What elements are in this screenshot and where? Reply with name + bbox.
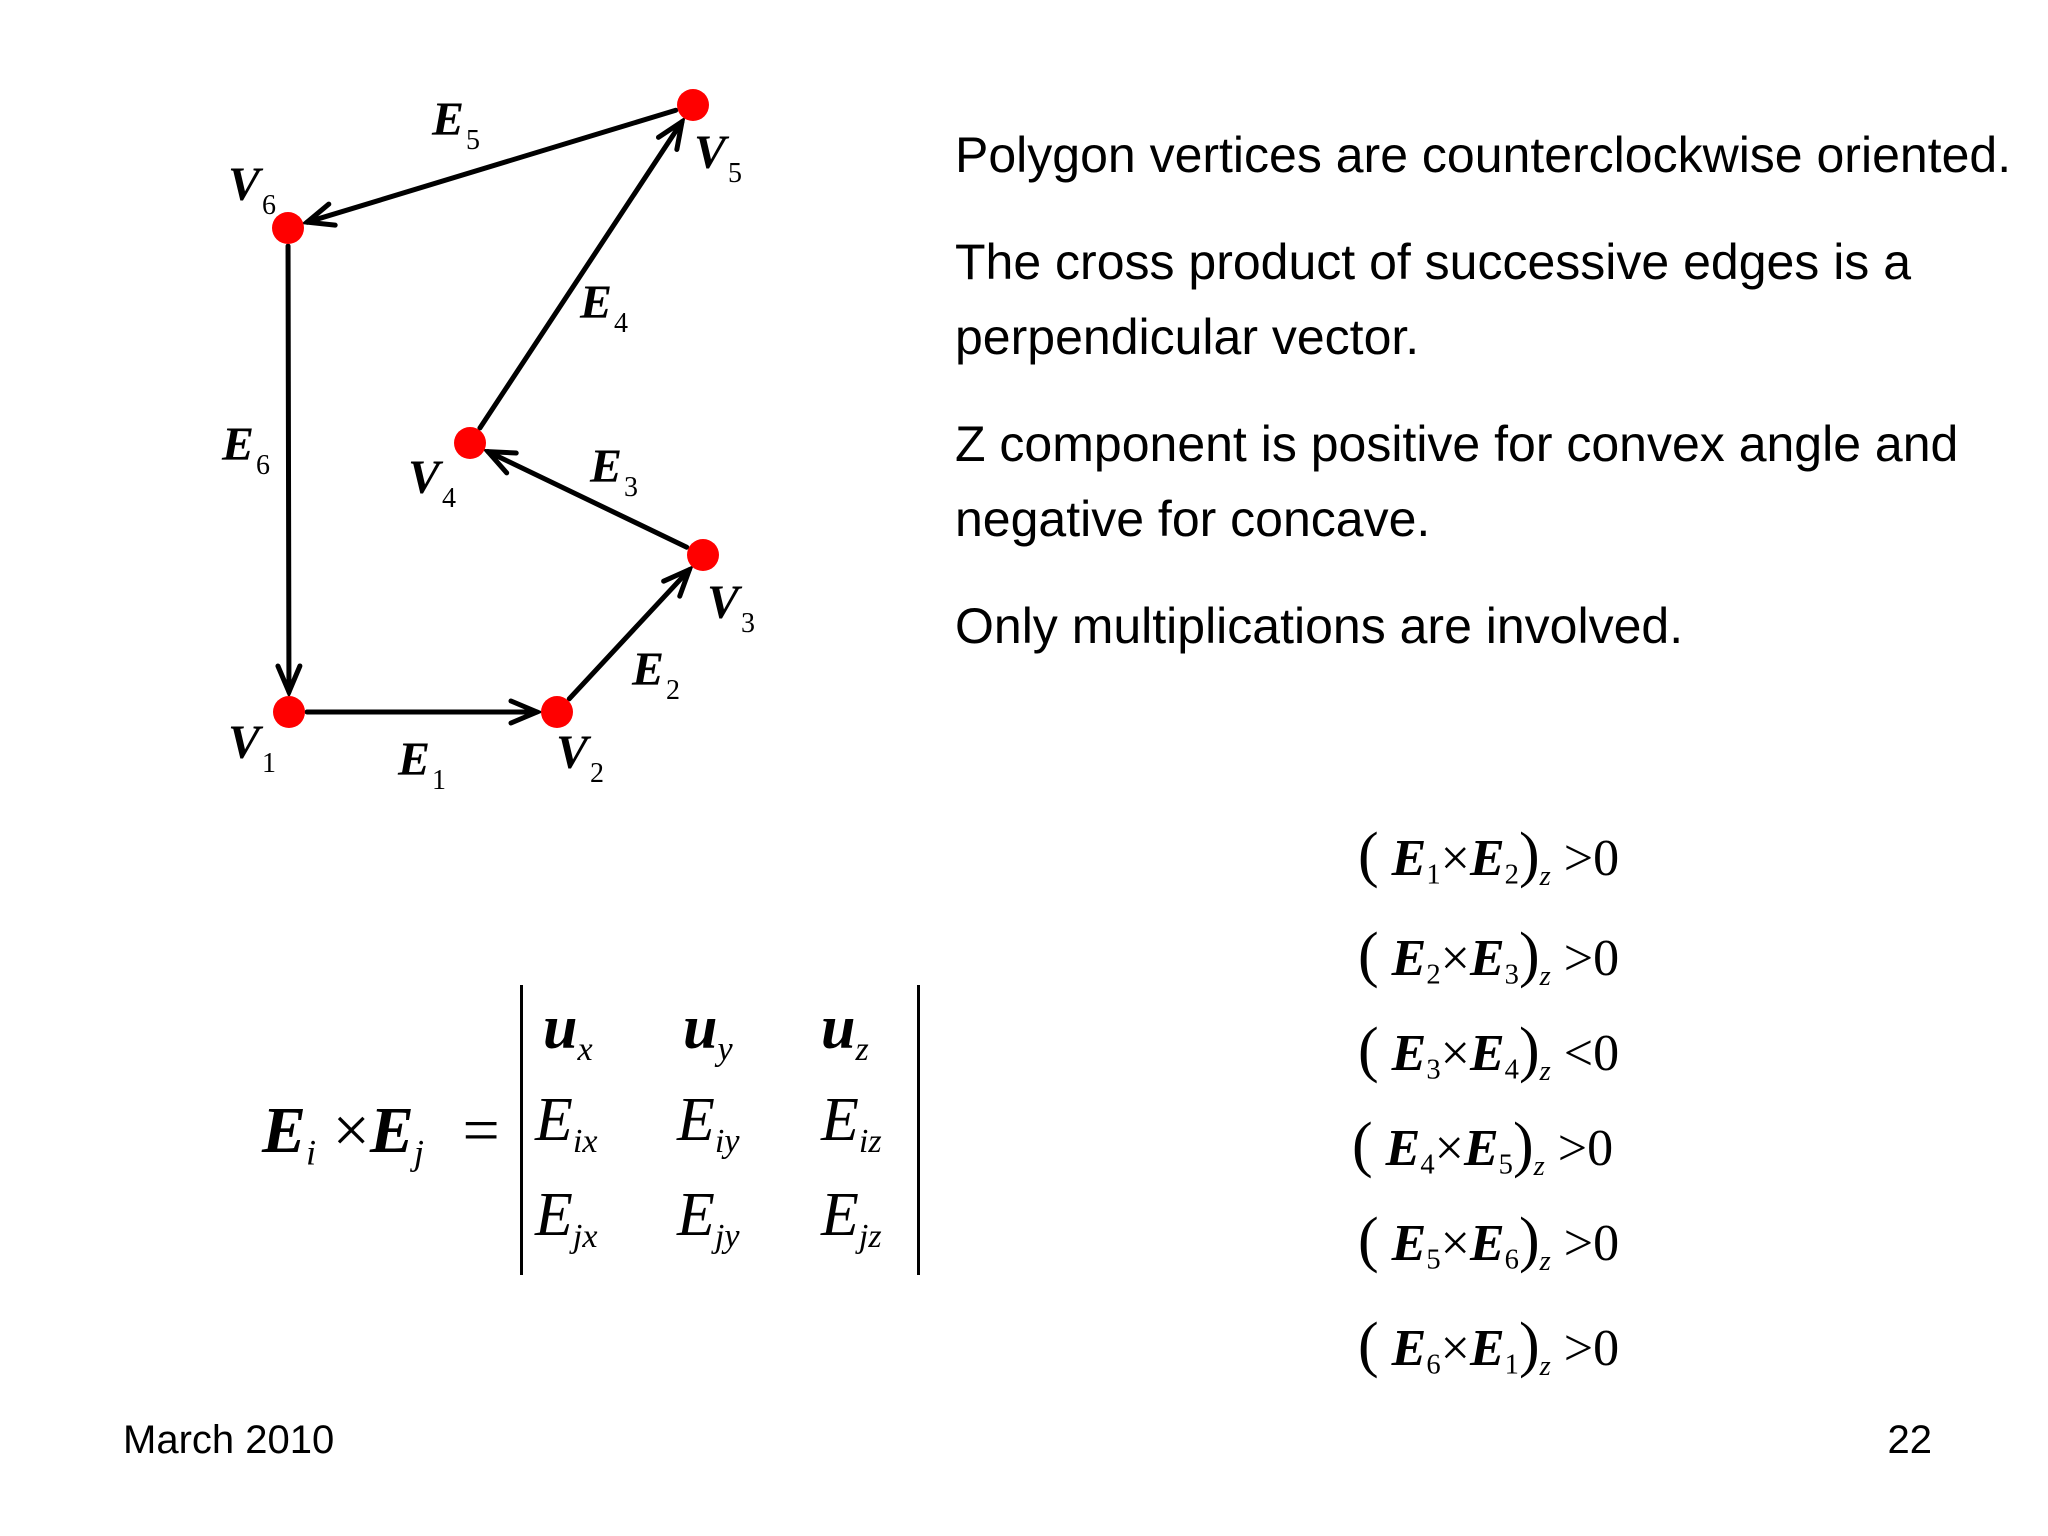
label-v3: $V_3$ — [707, 576, 756, 639]
cell-uz: $u_z$ — [821, 994, 869, 1068]
label-e1: $E_1$ — [398, 733, 447, 796]
cell-ejx: $E_{jx}$ — [535, 1181, 598, 1255]
bullet-cross-product: The cross product of successive edges is a perpendicular vector. — [955, 234, 1912, 365]
times-sign: × — [332, 1094, 370, 1167]
lhs-edge-i: E — [262, 1094, 307, 1167]
cross-product-formula — [262, 985, 942, 1285]
label-v4: $V_4$ — [408, 451, 457, 514]
cell-eiz: $E_{iz}$ — [821, 1086, 882, 1160]
lhs-sub-j: j — [413, 1132, 424, 1173]
lhs-sub-i: i — [306, 1132, 317, 1173]
cell-eiy: $E_{iy}$ — [677, 1086, 740, 1160]
inequality-e5-e6: ( $E5\times E6)_z >0$ — [1358, 1206, 1620, 1277]
lhs-edge-j: E — [369, 1094, 414, 1167]
vertex-v6 — [272, 212, 304, 244]
edge-e6 — [278, 246, 300, 692]
cell-ejy: $E_{jy}$ — [677, 1181, 740, 1255]
bullet-z-component: Z component is positive for convex angle and negative for concave. — [955, 416, 1959, 547]
formula-lhs — [262, 1093, 500, 1174]
label-v6: $V_6$ — [228, 158, 277, 221]
cell-ejz: $E_{jz}$ — [821, 1181, 882, 1255]
edge-e5 — [307, 110, 676, 225]
inequality-e6-e1: ( $E6\times E1)_z >0$ — [1358, 1311, 1620, 1382]
inequality-e4-e5: ( $E4\times E5)_z >0$ — [1352, 1111, 1614, 1182]
bullet-orientation: Polygon vertices are counterclockwise oriented. — [955, 127, 2012, 183]
inequality-e3-e4: ( $E3\times E4)_z <0$ — [1358, 1016, 1620, 1087]
label-e2: $E_2$ — [632, 643, 681, 706]
edge-e1 — [307, 701, 537, 723]
equals-sign: = — [462, 1094, 500, 1167]
page-number: 22 — [1887, 1418, 1932, 1462]
bullet-list — [955, 118, 2015, 696]
label-e5: $E_5$ — [432, 93, 481, 156]
vertex-v5 — [677, 89, 709, 121]
edge-e3 — [488, 452, 687, 548]
polygon-diagram — [0, 0, 940, 820]
cell-eix: $E_{ix}$ — [535, 1086, 598, 1160]
label-v1: $V_1$ — [228, 716, 277, 779]
bullet-multiplications: Only multiplications are involved. — [955, 598, 1684, 654]
vertex-v2 — [541, 696, 573, 728]
inequality-e2-e3: ( $E2\times E3)_z >0$ — [1358, 921, 1620, 992]
cell-ux: $u_x$ — [543, 994, 593, 1068]
label-e4: $E_4$ — [580, 276, 629, 339]
determinant-matrix — [520, 985, 920, 1275]
footer-date: March 2010 — [123, 1418, 335, 1462]
cell-uy: $u_y$ — [683, 994, 733, 1068]
vertex-v3 — [687, 539, 719, 571]
vertex-v4 — [454, 427, 486, 459]
edge-e4 — [480, 122, 682, 428]
label-e3: $E_3$ — [590, 440, 639, 503]
label-e6: $E_6$ — [222, 418, 271, 481]
vertex-v1 — [273, 696, 305, 728]
label-v2: $V_2$ — [556, 726, 605, 789]
inequality-e1-e2: ( $E1\times E2)_z >0$ — [1358, 821, 1620, 892]
label-v5: $V_5$ — [694, 126, 743, 189]
